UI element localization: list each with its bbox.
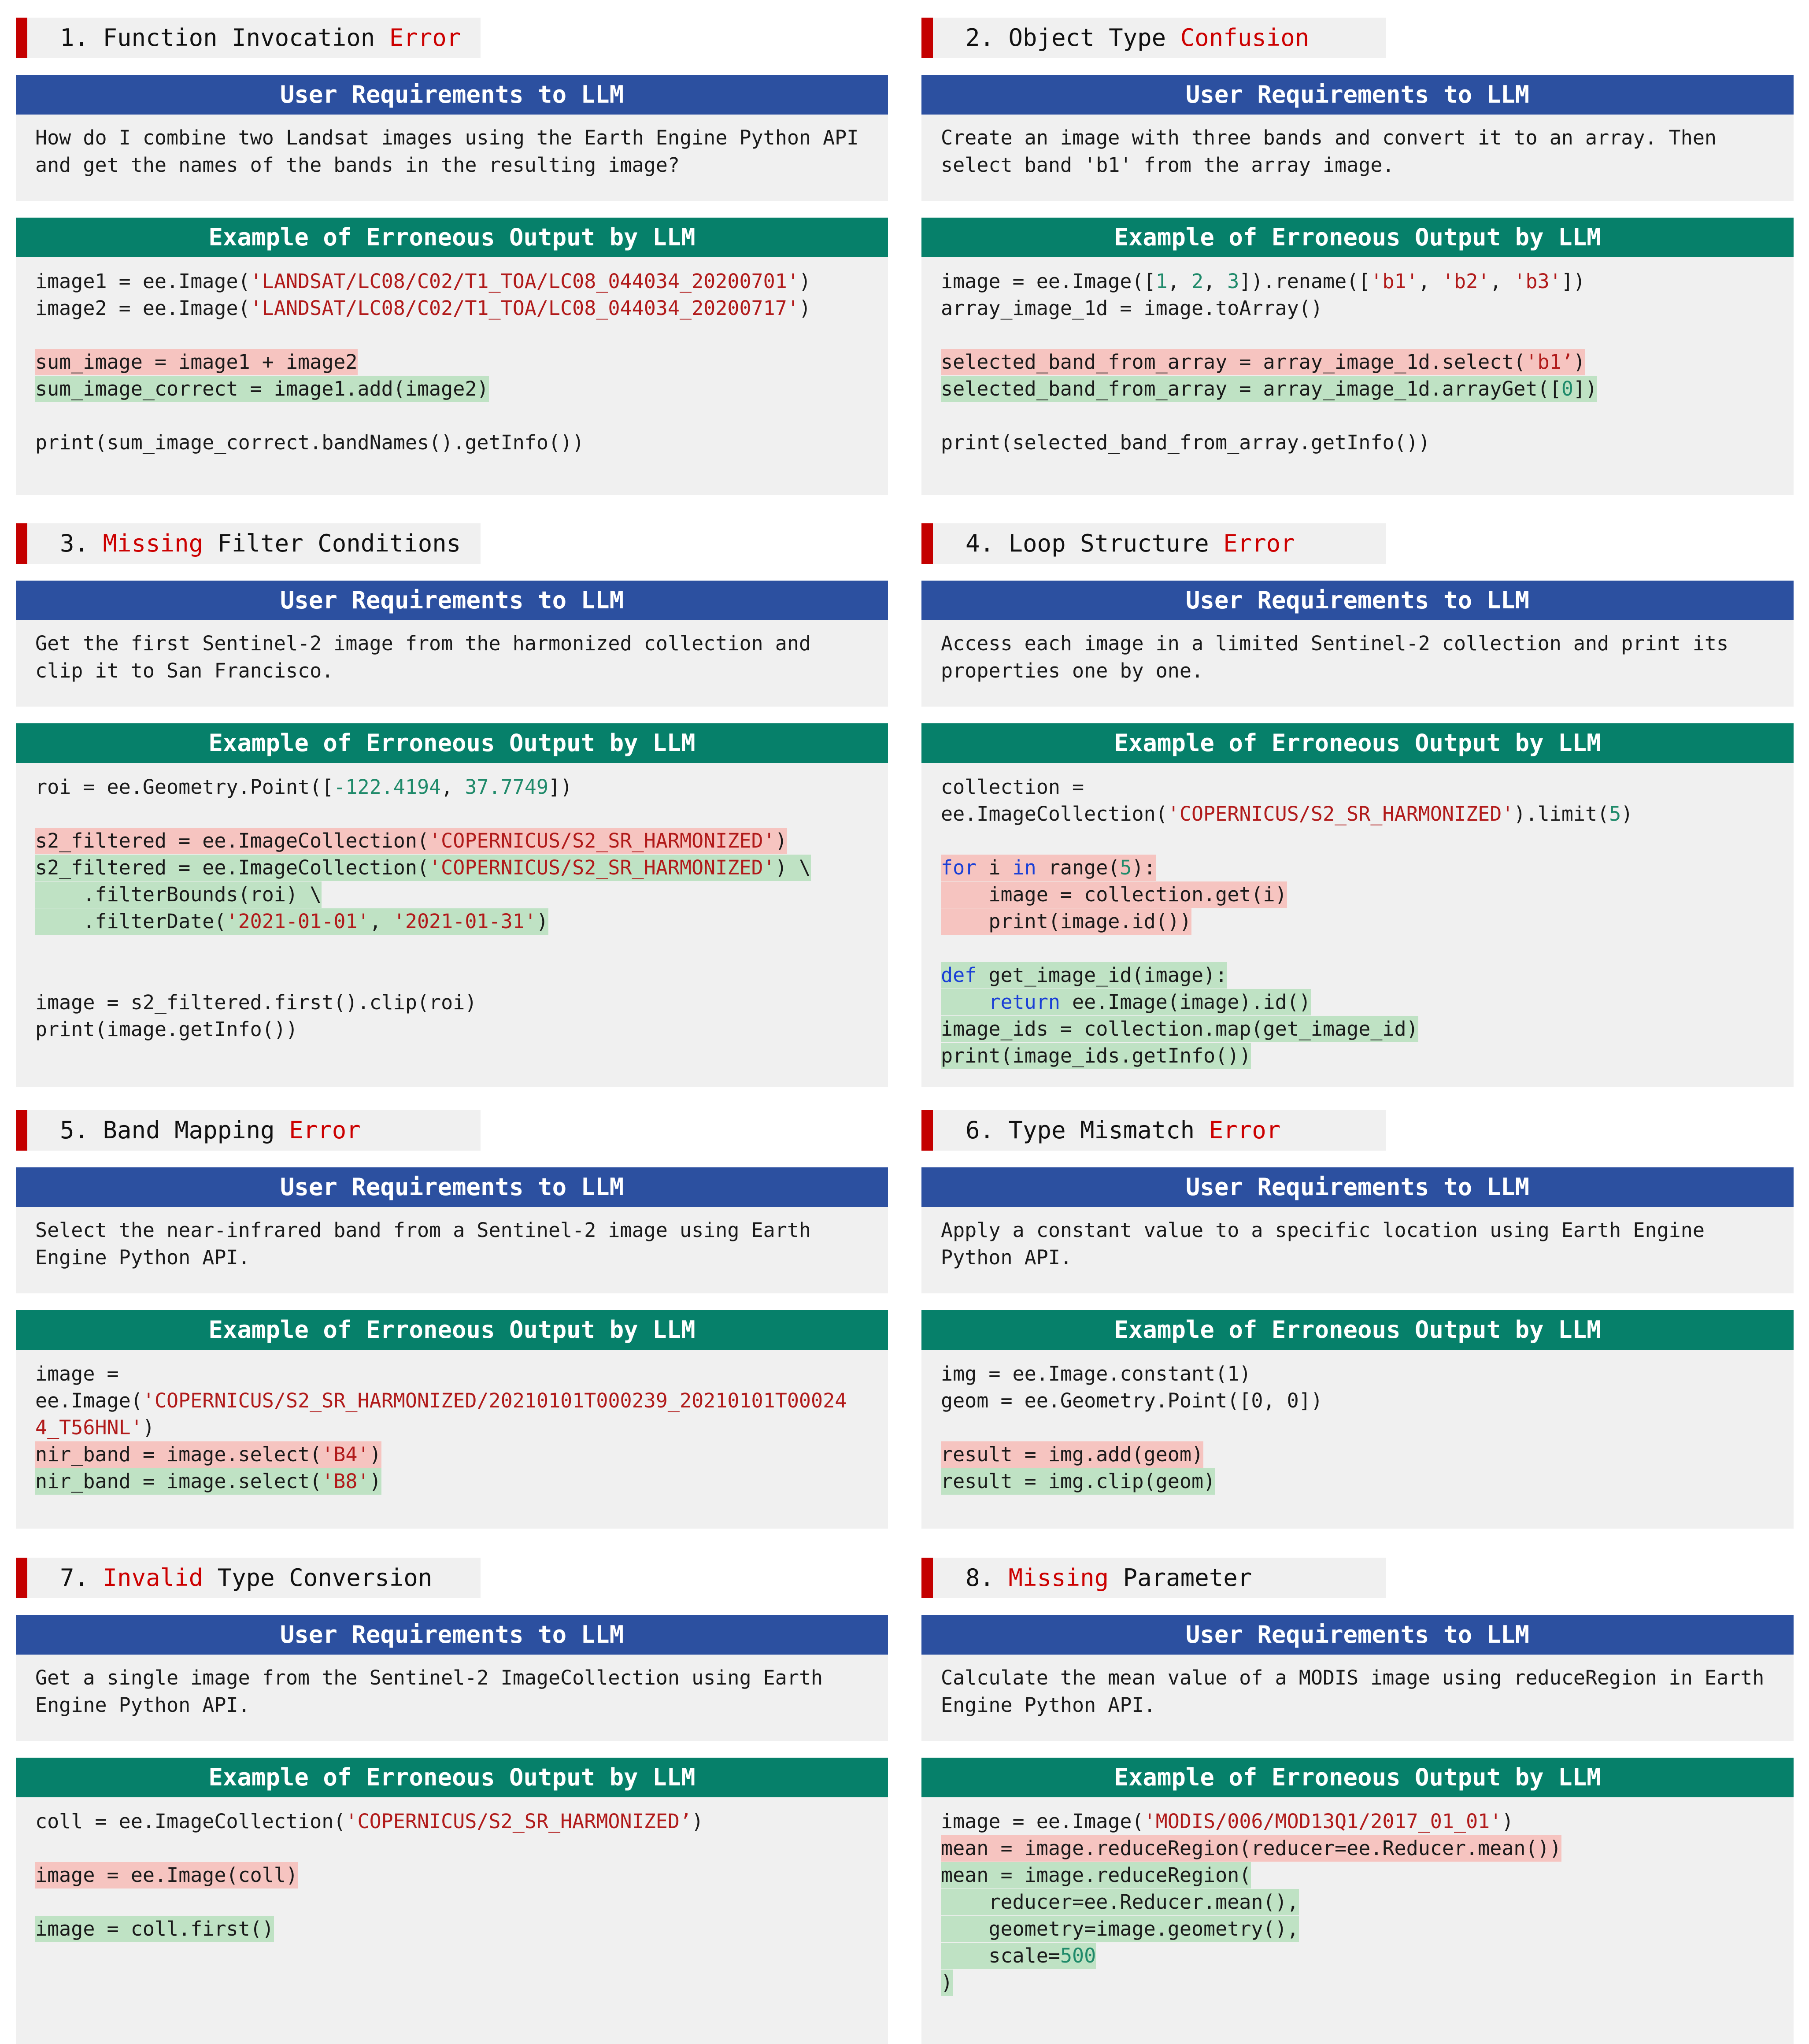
user-requirements-header: User Requirements to LLM [921,1615,1794,1655]
code-line-correct: image = coll.first() [35,1915,274,1943]
user-requirements-header: User Requirements to LLM [16,1615,888,1655]
code-line-erroneous: image = ee.Image(coll) [35,1862,298,1889]
code-line: collection = [941,775,1084,799]
panel-title-bar [16,1558,481,1598]
panel-title-bar [921,18,1386,58]
code-line: print(image.getInfo()) [35,1018,298,1041]
erroneous-output-header: Example of Erroneous Output by LLM [16,723,888,763]
red-flag-marker [921,523,933,564]
code-line-correct: print(image_ids.getInfo()) [941,1042,1251,1070]
red-flag-marker [921,1558,933,1598]
user-requirements-header: User Requirements to LLM [921,1167,1794,1207]
code-line-erroneous: for i in range(5): [941,854,1156,881]
code-line: image = ee.Image([1, 2, 3]).rename(['b1', 'b2', 'b3']) [941,270,1586,293]
code-line: geom = ee.Geometry.Point([0, 0]) [941,1389,1323,1412]
code-line-correct: .filterDate('2021-01-01', '2021-01-31') [35,908,548,935]
code-line: 4_T56HNL') [35,1416,155,1439]
code-line-erroneous: print(image.id()) [941,908,1191,935]
code-block [16,763,888,1087]
user-requirements-header: User Requirements to LLM [16,581,888,620]
code-line: image = s2_filtered.first().clip(roi) [35,991,477,1014]
code-line-correct: image_ids = collection.map(get_image_id) [941,1015,1418,1043]
code-line: print(sum_image_correct.bandNames().getInfo()) [35,431,585,454]
code-line-correct: sum_image_correct = image1.add(image2) [35,375,489,403]
panel-title-bar [16,1110,481,1151]
code-block [921,763,1794,1087]
user-requirement-text: How do I combine two Landsat images using the Earth Engine Python API and get the names of the bands in the resulting image? [16,115,888,201]
code-line-correct: result = img.clip(geom) [941,1468,1215,1495]
erroneous-output-header: Example of Erroneous Output by LLM [16,218,888,257]
code-line-correct: selected_band_from_array = array_image_1d.arrayGet([0]) [941,375,1597,403]
red-flag-marker [16,523,27,564]
code-line-erroneous: sum_image = image1 + image2 [35,348,358,376]
code-line-correct: geometry=image.geometry(), [941,1915,1299,1943]
code-line: image = ee.Image('MODIS/006/MOD13Q1/2017_01_01') [941,1810,1514,1833]
code-line-erroneous: mean = image.reduceRegion(reducer=ee.Reducer.mean()) [941,1835,1561,1862]
code-block [921,1797,1794,2044]
erroneous-output-header: Example of Erroneous Output by LLM [16,1758,888,1797]
code-line-correct: nir_band = image.select('B8') [35,1468,381,1495]
code-line: image2 = ee.Image('LANDSAT/LC08/C02/T1_TOA/LC08_044034_20200717') [35,296,811,320]
code-line: image1 = ee.Image('LANDSAT/LC08/C02/T1_TOA/LC08_044034_20200701') [35,270,811,293]
user-requirements-header: User Requirements to LLM [921,75,1794,115]
panel-title: 2. Object Type Confusion [966,24,1310,52]
panel-title: 3. Missing Filter Conditions [60,530,461,557]
code-block [16,1350,888,1529]
code-line-correct: ) [941,1969,953,1996]
code-line-correct: scale=500 [941,1942,1096,1970]
code-line-erroneous: s2_filtered = ee.ImageCollection('COPERNICUS/S2_SR_HARMONIZED') [35,827,787,855]
panel-title: 1. Function Invocation Error [60,24,461,52]
user-requirements-header: User Requirements to LLM [16,1167,888,1207]
erroneous-output-header: Example of Erroneous Output by LLM [921,1758,1794,1797]
red-flag-marker [16,1558,27,1598]
panel-title-bar [16,523,481,564]
code-line-erroneous: image = collection.get(i) [941,881,1287,908]
code-line-erroneous: nir_band = image.select('B4') [35,1441,381,1468]
user-requirements-header: User Requirements to LLM [16,75,888,115]
code-line-erroneous: result = img.add(geom) [941,1441,1203,1468]
red-flag-marker [921,18,933,58]
code-line: img = ee.Image.constant(1) [941,1362,1251,1385]
code-line-correct: mean = image.reduceRegion( [941,1862,1251,1889]
panel-title: 4. Loop Structure Error [966,530,1295,557]
user-requirements-header: User Requirements to LLM [921,581,1794,620]
panel-title-bar [921,1558,1386,1598]
code-line-correct: .filterBounds(roi) \ [35,881,322,908]
user-requirement-text: Get the first Sentinel-2 image from the harmonized collection and clip it to San Francisco. [16,620,888,707]
code-block [16,257,888,495]
panel-title: 5. Band Mapping Error [60,1116,361,1144]
code-block [921,1350,1794,1529]
panel-title: 8. Missing Parameter [966,1564,1252,1592]
erroneous-output-header: Example of Erroneous Output by LLM [921,723,1794,763]
panel-title: 6. Type Mismatch Error [966,1116,1281,1144]
user-requirement-text: Calculate the mean value of a MODIS image using reduceRegion in Earth Engine Python API. [921,1655,1794,1741]
code-line-correct: return ee.Image(image).id() [941,989,1311,1016]
panel-title-bar [921,523,1386,564]
code-line-correct: def get_image_id(image): [941,962,1227,989]
code-line: ee.ImageCollection('COPERNICUS/S2_SR_HARMONIZED').limit(5) [941,802,1633,826]
code-line-correct: reducer=ee.Reducer.mean(), [941,1888,1299,1916]
erroneous-output-header: Example of Erroneous Output by LLM [921,1310,1794,1350]
user-requirement-text: Select the near-infrared band from a Sentinel-2 image using Earth Engine Python API. [16,1207,888,1293]
code-block [921,257,1794,495]
code-line: coll = ee.ImageCollection('COPERNICUS/S2_SR_HARMONIZED’) [35,1810,704,1833]
erroneous-output-header: Example of Erroneous Output by LLM [921,218,1794,257]
code-line: ee.Image('COPERNICUS/S2_SR_HARMONIZED/20210101T000239_20210101T00024 [35,1389,847,1412]
code-line: roi = ee.Geometry.Point([-122.4194, 37.7749]) [35,775,573,799]
user-requirement-text: Create an image with three bands and convert it to an array. Then select band 'b1' from the array image. [921,115,1794,201]
panel-title-bar [16,18,481,58]
code-block [16,1797,888,2044]
code-line-correct: s2_filtered = ee.ImageCollection('COPERNICUS/S2_SR_HARMONIZED') \ [35,854,811,881]
red-flag-marker [16,18,27,58]
panel-title: 7. Invalid Type Conversion [60,1564,433,1592]
erroneous-output-header: Example of Erroneous Output by LLM [16,1310,888,1350]
code-line: image = [35,1362,119,1385]
red-flag-marker [921,1110,933,1151]
panel-title-bar [921,1110,1386,1151]
code-line-erroneous: selected_band_from_array = array_image_1d.select('b1’) [941,348,1585,376]
red-flag-marker [16,1110,27,1151]
user-requirement-text: Get a single image from the Sentinel-2 ImageCollection using Earth Engine Python API. [16,1655,888,1741]
code-line: array_image_1d = image.toArray() [941,296,1323,320]
user-requirement-text: Apply a constant value to a specific location using Earth Engine Python API. [921,1207,1794,1293]
user-requirement-text: Access each image in a limited Sentinel-2 collection and print its properties one by one. [921,620,1794,707]
code-line: print(selected_band_from_array.getInfo()) [941,431,1430,454]
